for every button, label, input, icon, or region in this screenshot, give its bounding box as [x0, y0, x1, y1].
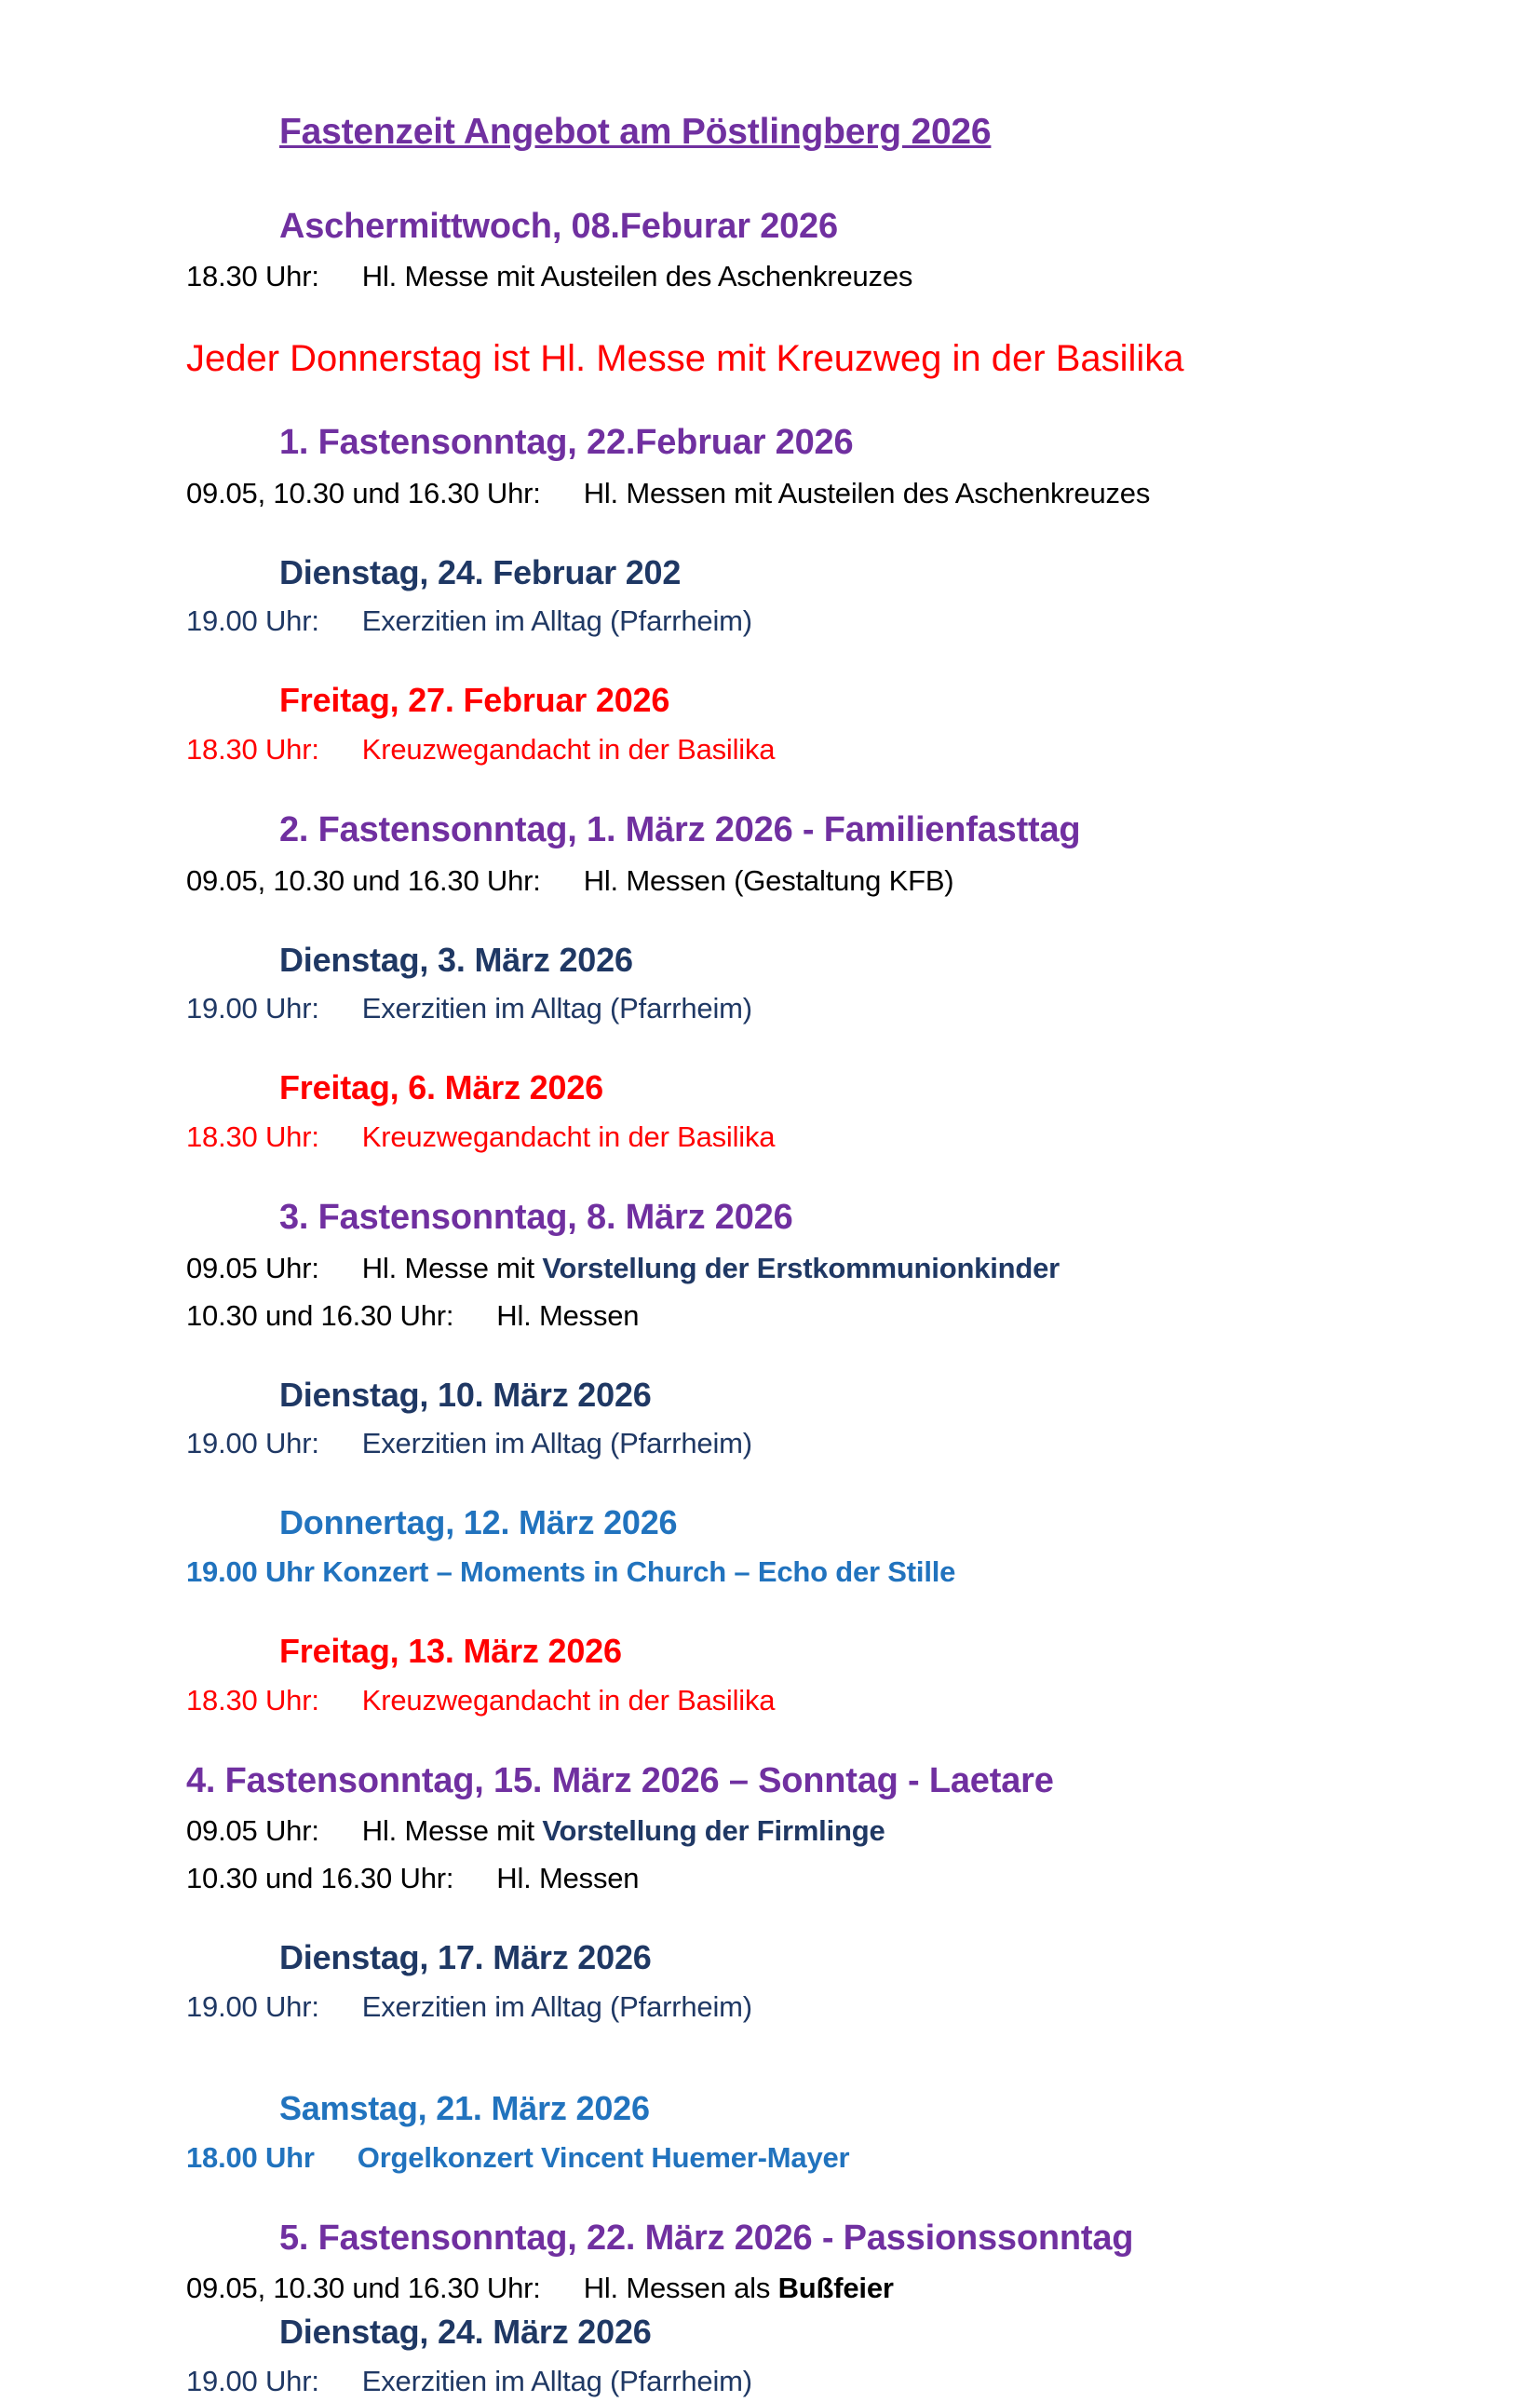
- schedule-text: 19.00 Uhr:: [186, 604, 319, 638]
- schedule-text: Vorstellung der Erstkommunionkinder: [542, 1251, 1060, 1284]
- dienstag-3-maerz-heading: Dienstag, 3. März 2026: [279, 940, 633, 979]
- schedule-text: Exerzitien im Alltag (Pfarrheim): [361, 1990, 752, 2024]
- schedule-text: 19.00 Uhr:: [186, 1990, 319, 2024]
- schedule-text: 18.30 Uhr:: [186, 1683, 319, 1717]
- schedule-text: 18.30 Uhr:: [186, 733, 319, 767]
- schedule-line: [186, 987, 1484, 1029]
- schedule-text: 19.00 Uhr:: [186, 1427, 319, 1460]
- section-freitag-6-maerz: [186, 1066, 1484, 1158]
- section-donnerstag-hinweis: [186, 334, 1484, 383]
- schedule-line: [186, 2267, 1484, 2309]
- donnerstag-hinweis-heading: Jeder Donnerstag ist Hl. Messe mit Kreuzweg in der Basilika: [186, 338, 1184, 380]
- schedule-text: 19.00 Uhr Konzert – Moments in Church – Echo der Stille: [186, 1555, 956, 1589]
- schedule-text: Hl. Messe mit Austeilen des Aschenkreuzes: [361, 260, 913, 293]
- fastensonntag-5-heading: 5. Fastensonntag, 22. März 2026 - Passionssonntag: [279, 2218, 1134, 2258]
- schedule-line: [186, 255, 1484, 297]
- schedule-line: [186, 1986, 1484, 2028]
- schedule-text: Hl. Messe mit: [361, 1814, 543, 1848]
- fastensonntag-3-heading: 3. Fastensonntag, 8. März 2026: [279, 1198, 793, 1238]
- samstag-21-maerz-heading: Samstag, 21. März 2026: [279, 2089, 650, 2128]
- schedule-text: 19.00 Uhr:: [186, 2365, 319, 2398]
- schedule-text: Kreuzwegandacht in der Basilika: [361, 1683, 776, 1717]
- schedule-line: [186, 1551, 1484, 1593]
- schedule-text: Hl. Messen (Gestaltung KFB): [583, 863, 954, 897]
- freitag-6-maerz-heading: Freitag, 6. März 2026: [279, 1068, 603, 1107]
- schedule-line: [186, 1247, 1484, 1289]
- donnertag-12-maerz-heading: Donnertag, 12. März 2026: [279, 1503, 678, 1542]
- schedule-text: Hl. Messen: [496, 1298, 640, 1332]
- schedule-sections: [186, 204, 1484, 2402]
- schedule-text: 19.00 Uhr:: [186, 992, 319, 1025]
- fastensonntag-1-heading: 1. Fastensonntag, 22.Februar 2026: [279, 423, 854, 463]
- section-fastensonntag-5: [186, 2216, 1484, 2309]
- schedule-text: Vorstellung der Firmlinge: [542, 1814, 885, 1848]
- schedule-text: Exerzitien im Alltag (Pfarrheim): [361, 992, 752, 1025]
- schedule-text: Hl. Messe mit: [361, 1251, 543, 1284]
- schedule-text: 09.05 Uhr:: [186, 1251, 319, 1284]
- schedule-text: Kreuzwegandacht in der Basilika: [361, 733, 776, 767]
- schedule-text: 10.30 und 16.30 Uhr:: [186, 1862, 454, 1895]
- schedule-line: [186, 1857, 1484, 1899]
- schedule-text: 10.30 und 16.30 Uhr:: [186, 1298, 454, 1332]
- schedule-text: Hl. Messen: [496, 1862, 640, 1895]
- schedule-text: Bußfeier: [777, 2272, 894, 2305]
- schedule-text: 09.05, 10.30 und 16.30 Uhr:: [186, 2272, 541, 2305]
- schedule-text: 18.30 Uhr:: [186, 260, 319, 293]
- schedule-line: [186, 860, 1484, 902]
- dienstag-10-maerz-heading: Dienstag, 10. März 2026: [279, 1375, 652, 1414]
- section-freitag-13-maerz: [186, 1630, 1484, 1721]
- schedule-text: 18.30 Uhr:: [186, 1120, 319, 1154]
- schedule-line: [186, 1810, 1484, 1852]
- section-dienstag-17-maerz: [186, 1936, 1484, 2028]
- schedule-text: Hl. Messen mit Austeilen des Aschenkreuzes: [583, 476, 1151, 509]
- schedule-text: 09.05, 10.30 und 16.30 Uhr:: [186, 863, 541, 897]
- schedule-text: Kreuzwegandacht in der Basilika: [361, 1120, 776, 1154]
- schedule-text: Exerzitien im Alltag (Pfarrheim): [361, 2365, 752, 2398]
- schedule-text: 09.05, 10.30 und 16.30 Uhr:: [186, 476, 541, 509]
- schedule-line: [186, 600, 1484, 642]
- schedule-line: [186, 472, 1484, 514]
- dienstag-24-maerz-heading: Dienstag, 24. März 2026: [279, 2313, 652, 2352]
- section-dienstag-24-maerz: [186, 2311, 1484, 2402]
- schedule-line: [186, 2360, 1484, 2402]
- schedule-text: Exerzitien im Alltag (Pfarrheim): [361, 604, 752, 638]
- schedule-line: [186, 1116, 1484, 1158]
- section-aschermittwoch: [186, 204, 1484, 297]
- schedule-text: 09.05 Uhr:: [186, 1814, 319, 1848]
- schedule-line: [186, 1679, 1484, 1721]
- section-dienstag-3-maerz: [186, 939, 1484, 1030]
- schedule-text: Hl. Messen als: [583, 2272, 778, 2305]
- section-dienstag-10-maerz: [186, 1374, 1484, 1465]
- dienstag-17-maerz-heading: Dienstag, 17. März 2026: [279, 1938, 652, 1977]
- section-fastensonntag-3: [186, 1195, 1484, 1336]
- page-title: Fastenzeit Angebot am Pöstlingberg 2026: [279, 112, 992, 152]
- schedule-text: Exerzitien im Alltag (Pfarrheim): [361, 1427, 752, 1460]
- schedule-line: [186, 728, 1484, 770]
- section-fastensonntag-2: [186, 807, 1484, 901]
- aschermittwoch-heading: Aschermittwoch, 08.Feburar 2026: [279, 206, 838, 246]
- fastensonntag-2-heading: 2. Fastensonntag, 1. März 2026 - Familienfasttag: [279, 810, 1081, 850]
- section-samstag-21-maerz: [186, 2087, 1484, 2178]
- schedule-line: [186, 1422, 1484, 1464]
- freitag-13-maerz-heading: Freitag, 13. März 2026: [279, 1632, 622, 1671]
- freitag-27-februar-heading: Freitag, 27. Februar 2026: [279, 681, 670, 720]
- section-donnertag-12-maerz: [186, 1501, 1484, 1593]
- fastensonntag-4-heading: 4. Fastensonntag, 15. März 2026 – Sonntag - Laetare: [186, 1760, 1054, 1800]
- schedule-text: 18.00 Uhr: [186, 2140, 315, 2174]
- schedule-line: [186, 1295, 1484, 1337]
- section-fastensonntag-1: [186, 420, 1484, 513]
- schedule-text: Orgelkonzert Vincent Huemer-Mayer: [357, 2140, 850, 2174]
- dienstag-24-februar-heading: Dienstag, 24. Februar 202: [279, 552, 682, 591]
- section-dienstag-24-februar: [186, 551, 1484, 643]
- section-fastensonntag-4: [186, 1758, 1484, 1899]
- schedule-line: [186, 2137, 1484, 2178]
- section-freitag-27-februar: [186, 679, 1484, 770]
